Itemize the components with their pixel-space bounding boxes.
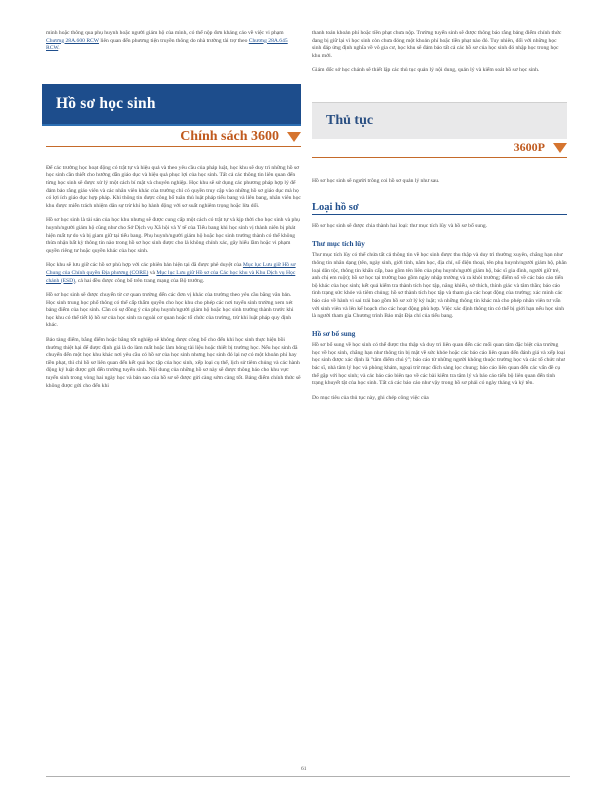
policy-paragraph-2: Hồ sơ học sinh là tài sản của học khu nhưng sẽ được cung cấp một cách có trật tự và kịp thời cho học sinh và phụ huynh/người giám hộ cũng như cho Sở Dịch vụ Xã hội và Y tế của Tiểu bang khi học sinh vị thành niên bị phát hiện mất tự do và bị giam giữ tại tiểu bang. Phụ huynh/người giám hộ hoặc học sinh trưởng thành có thể không thừa nhận bất kỳ thông tin nào trong hồ sơ học sinh được cho là không chính xác, gây hiểu lầm hoặc vi phạm quyền riêng tư hoặc quyền khác của học sinh. [46, 217, 300, 254]
intro-text-mid: liên quan đến phương tiện truyền thông do nhà trường tài trợ theo [98, 37, 249, 44]
cumulative-folder-heading: Thư mục tích lũy [312, 239, 365, 248]
left-column [46, 30, 301, 397]
superintendent-paragraph: Giám đốc sở học chánh sẽ thiết lập các thủ tục quản lý nội dung, quản lý và kiểm soát hồ sơ học sinh. [312, 67, 540, 74]
footer-divider [46, 776, 570, 777]
supplementary-records-text: Hồ sơ bổ sung về học sinh có thể được thu thập và duy trì liên quan đến các mối quan tâm đặc biệt của trường học về học sinh, chẳng hạn như thông tin bị mật về sức khỏe hoặc các báo cáo liên quan đến đánh giá và xếp loại học sinh được xác định là "tâm điểm chú ý"; báo cáo từ những người không thuộc trường học và các tổ chức như bác sĩ, nhà tâm lý học và phòng khám, ngoại trừ mục đích sàng lọc chung; báo cáo liên quan đến các vấn đề cụ thể gặp với học sinh; và các báo cáo biên tạo về các bài kiểm tra tâm lý và báo cáo tiến bộ liên quan đến tình trạng khuyết tật của học sinh. Tất cả các báo cáo như vậy trong hồ sơ phải có ngày tháng và ký tên. [312, 342, 566, 387]
para3-text-end: , cả hai đều được công bố trên trang mạng của Bộ trưởng. [75, 277, 205, 284]
rcw-28a-645-link[interactable]: Chương 28A.645 RCW [46, 37, 288, 52]
policy-title: Chính sách 3600 [180, 128, 279, 144]
para3-text-mid: và [148, 269, 157, 276]
intro-text: minh hoặc thông qua phụ huynh hoặc người giám hộ của mình, có thể nộp đơn kháng cáo về việc vi phạm [46, 30, 284, 36]
procedure-code-row [312, 141, 567, 158]
para3-text: Học khu sẽ lưu giữ các hồ sơ phù hợp với các phiên bản hiện tại đã được phê duyệt của [46, 262, 243, 269]
procedure-code: 3600P [513, 140, 545, 155]
section-banner: Hồ sơ học sinh [42, 84, 301, 126]
record-types-intro: Hồ sơ học sinh sẽ được chia thành hai loại: thư mục tích lũy và hồ sơ bổ sung. [312, 223, 488, 230]
core-schedule-link[interactable]: Mục lục Lưu giữ Hồ sơ Chung của Chính quyền Địa phương (CORE) [46, 262, 296, 276]
cumulative-folder-text: Thư mục tích lũy có thể chứa tất cả thông tin về học sinh được thu thập và duy trì thường xuyên, chẳng hạn như thông tin nhân dạng (tên, ngày sinh, giới tính, năm học, địa chỉ, số điện thoại, tên phụ huynh/người giám hộ, phân loại dân tộc, thông tin khẩn cấp, bao gồm tên liên của phụ huynh/người giám hộ, bác sĩ gia đình, người giữ trẻ, anh chị em ruột); hồ sơ học tại trường bao gồm ngày nhập trường và ra khỏi trường; điểm số về các báo cáo tiến bộ khác của học sinh; kết quả kiểm tra thành tích học tập, năng khiếu, sở thích, thính giác và tâm thần; báo cáo tình trạng sức khỏe và tiêm chủng; hồ sơ thành tích học tập và tham gia các hoạt động của trường; xác minh các báo cáo về hành vi sai trái bao gồm hồ sơ xử lý kỷ luật; và những thông tin khác mà cho phép nhân viên tư vấn với sinh viên và lên kế hoạch cho các hoạt động phù hợp. Việc xác định thông tin có thể bị giới hạn nếu học sinh là người tham gia Chương trình Bảo mật Địa chỉ của tiểu bang. [312, 252, 567, 320]
page-number: 61 [301, 766, 307, 772]
right-column [312, 30, 567, 409]
record-types-heading: Loại hồ sơ [312, 204, 567, 216]
policy-heading-row [46, 128, 301, 147]
policy-paragraph-1: Để các trường học hoạt động có trật tự và hiệu quả và theo yêu cầu của pháp luật, học khu sẽ duy trì những hồ sơ học sinh cần thiết cho hướng dẫn giáo dục và hiệu quả phục lợi của học sinh. Tất cả các thông tin liên quan đến từng học sinh sẽ được xử lý một cách bí mật và chuyên nghiệp. Học khu sẽ sử dụng các phương pháp hợp lý để đảm bảo rằng giáo viên và các nhân viên khác của trường chỉ có quyền truy cập vào những hồ sơ giáo dục mà họ có lợi ích giáo dục hợp pháp. Khi thông tin được công bố tuân thủ luật pháp tiểu bang và liên bang, nhân viên học khu được miễn trách nhiệm dân sự trừ khi họ hành động với sơ suất nghiêm trọng hoặc lừa dối. [46, 164, 301, 209]
policy-paragraph-5: Bảo tàng điểm, bằng điểm hoặc bằng tốt nghiệp sẽ không được công bố cho đến khi học sinh thực hiện bồi thường thiệt hại để được định giá là do làm mất hoặc làm hỏng tài liệu hoặc thiết bị trường học. Nếu học sinh đã chuyển đến một học khu khác nơi yêu cầu có hồ sơ của học sinh nhưng học sinh đó lại nợ có một khoản phí hay tiền phạt, thì chỉ hồ sơ liên quan đến kết quả học tập của học sinh, xếp loại cụ thể, lịch sử tiêm chủng và các hành động kỷ luật được gửi đến trường tuyển sinh. Nội dung của những hồ sơ này sẽ được thông báo cho khu vực tuyển sinh trong vòng hai ngày học và bản sao của hồ sơ sẽ được gửi càng sớm càng tốt. Bảng điểm chính thức sẽ không được gửi cho đến khi [46, 337, 301, 389]
closing-text: Do mục tiêu của thủ tục này, ghi chép công việc của [312, 394, 429, 401]
esd-schedule-link[interactable]: Mục lục Lưu giữ Hồ sơ của Các học khu và Khu Dịch vụ Học chánh (ESD) [46, 269, 296, 284]
procedure-heading: Thủ tục [312, 102, 567, 139]
procedure-intro: Hồ sơ học sinh sẽ người trông coi hồ sơ quản lý như sau. [312, 177, 440, 184]
intro-text-end: . [58, 45, 60, 52]
rcw-28a-600-link[interactable]: Chương 28A.600 RCW [46, 37, 99, 44]
triangle-down-icon [553, 143, 567, 153]
supplementary-records-heading: Hồ sơ bổ sung [312, 329, 356, 338]
intro-paragraph [46, 30, 301, 53]
triangle-down-icon [287, 132, 301, 142]
policy-paragraph-4: Hồ sơ học sinh sẽ được chuyển từ cơ quan trường đến các đơn vị khác của trường theo yêu cầu bằng văn bản. Học sinh trung học phổ thông có thể cấp thẩm quyền cho học khu cho phép các nơi tuyển sinh trường xem xét bảng điểm của học sinh. Cần có sự đồng ý của phụ huynh/người giám hộ hoặc học sinh trưởng thành trước khi học khu có thể tiết lộ hồ sơ của học sinh ra ngoài cơ quan hoặc tổ chức của trường, trừ khi luật pháp quy định khác. [46, 292, 294, 329]
policy-paragraph-3 [46, 262, 301, 285]
continued-paragraph: thanh toán khoản phí hoặc tiền phạt chưa nộp. Trường tuyển sinh sẽ được thông báo rằng bảng điểm chính thức đang bị giữ lại vì học sinh còn chưa đóng một khoản phí hoặc tiền phạt nào đó. Tuy nhiên, đối với những học sinh đáp ứng định nghĩa về vô gia cư, học khu sẽ đảm bảo tất cả các hồ sơ của học sinh đó nhập học trong học khu mới. [312, 30, 562, 59]
